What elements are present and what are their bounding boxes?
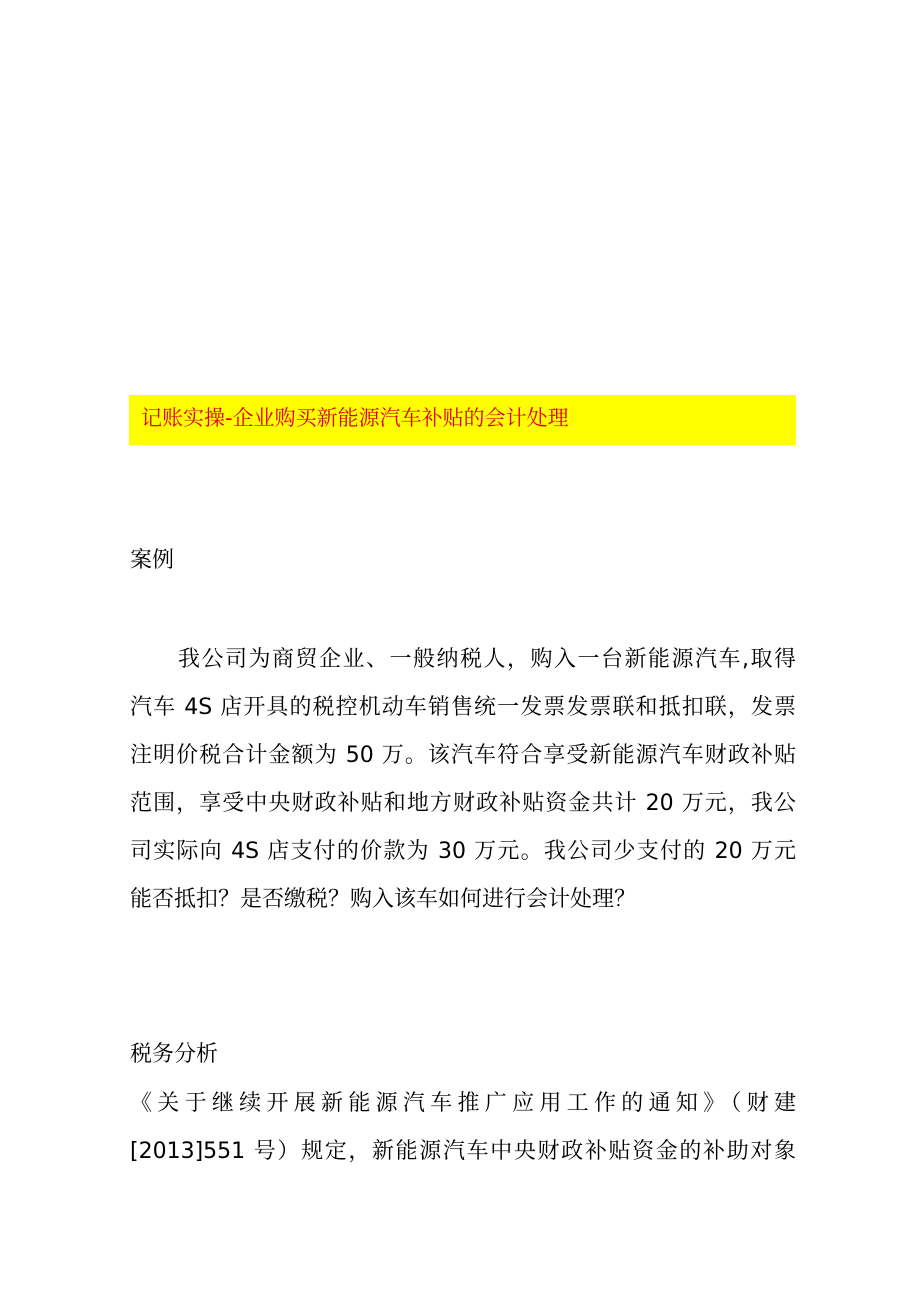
tax-analysis-heading: 税务分析 bbox=[130, 1042, 219, 1067]
document-title: 记账实操-企业购买新能源汽车补贴的会计处理 bbox=[141, 406, 569, 430]
case-line-2: 汽车 4S 店开具的税控机动车销售统一发票发票联和抵扣联，发票 bbox=[130, 695, 796, 720]
case-line-3: 注明价税合计金额为 50 万。该汽车符合享受新能源汽车财政补贴 bbox=[130, 743, 796, 768]
case-line-5: 司实际向 4S 店支付的价款为 30 万元。我公司少支付的 20 万元 bbox=[130, 839, 796, 864]
case-line-4: 范围，享受中央财政补贴和地方财政补贴资金共计 20 万元，我公 bbox=[130, 791, 796, 816]
tax-analysis-paragraph bbox=[130, 1080, 796, 1176]
title-banner bbox=[129, 395, 796, 445]
tax-line-2: [2013]551 号）规定，新能源汽车中央财政补贴资金的补助对象 bbox=[130, 1139, 796, 1164]
case-line-1: 我公司为商贸企业、一般纳税人，购入一台新能源汽车,取得 bbox=[178, 647, 796, 672]
case-heading: 案例 bbox=[130, 548, 175, 573]
case-line-6: 能否抵扣？是否缴税？购入该车如何进行会计处理？ bbox=[130, 887, 637, 912]
tax-line-1: 《关于继续开展新能源汽车推广应用工作的通知》（财建 bbox=[130, 1091, 796, 1116]
case-paragraph bbox=[130, 636, 796, 924]
